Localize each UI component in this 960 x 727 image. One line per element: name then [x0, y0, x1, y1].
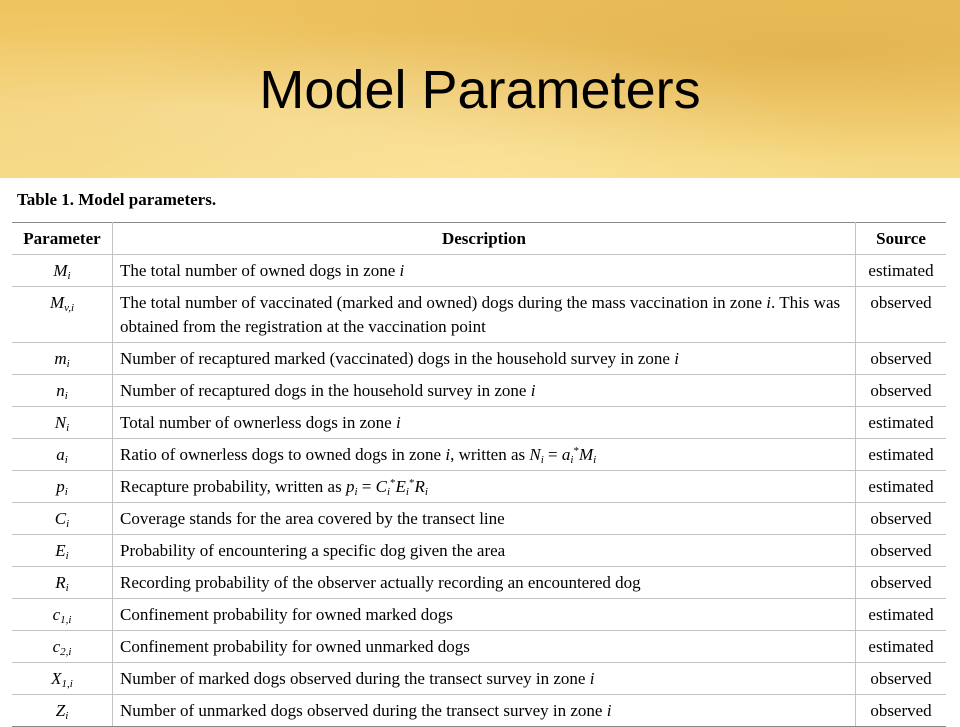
table-row: [12, 567, 946, 599]
table-row: [12, 439, 946, 471]
parameter-symbol: $X_{1,i}$: [12, 663, 113, 695]
header-source: Source: [856, 223, 947, 255]
table-row: [12, 695, 946, 727]
parameter-symbol: $m_i$: [12, 343, 113, 375]
table-row: [12, 599, 946, 631]
parameter-description: Total number of ownerless dogs in zone i: [113, 407, 856, 439]
parameter-symbol: $M_i$: [12, 255, 113, 287]
table-row: [12, 535, 946, 567]
parameter-symbol: $Z_i$: [12, 695, 113, 727]
parameter-symbol: $p_i$: [12, 471, 113, 503]
parameter-source: observed: [856, 287, 947, 343]
parameter-description: Number of recaptured marked (vaccinated) dogs in the household survey in zone i: [113, 343, 856, 375]
parameter-description: Confinement probability for owned marked dogs: [113, 599, 856, 631]
parameter-source: observed: [856, 663, 947, 695]
slide-title: Model Parameters: [259, 60, 701, 120]
table-header-row: [12, 223, 946, 255]
parameter-source: estimated: [856, 631, 947, 663]
slide-header: [0, 0, 960, 178]
parameter-source: estimated: [856, 255, 947, 287]
parameter-description: Number of marked dogs observed during the transect survey in zone i: [113, 663, 856, 695]
parameter-symbol: $C_i$: [12, 503, 113, 535]
table-row: [12, 663, 946, 695]
parameter-source: observed: [856, 375, 947, 407]
table-row: [12, 287, 946, 343]
table-row: [12, 375, 946, 407]
parameter-description: Confinement probability for owned unmarked dogs: [113, 631, 856, 663]
parameter-description: Number of unmarked dogs observed during the transect survey in zone i: [113, 695, 856, 727]
parameter-description: Probability of encountering a specific dog given the area: [113, 535, 856, 567]
parameter-description: Coverage stands for the area covered by the transect line: [113, 503, 856, 535]
parameter-description: Recording probability of the observer actually recording an encountered dog: [113, 567, 856, 599]
parameter-source: estimated: [856, 407, 947, 439]
parameter-source: estimated: [856, 471, 947, 503]
parameter-description: Ratio of ownerless dogs to owned dogs in zone i, written as $N_i = a_i^*M_i$: [113, 439, 856, 471]
parameter-symbol: $E_i$: [12, 535, 113, 567]
parameter-symbol: $c_{2,i}$: [12, 631, 113, 663]
parameter-source: observed: [856, 503, 947, 535]
parameter-source: observed: [856, 343, 947, 375]
parameter-symbol: $N_i$: [12, 407, 113, 439]
parameter-symbol: $c_{1,i}$: [12, 599, 113, 631]
table-row: [12, 471, 946, 503]
parameter-symbol: $M_{v,i}$: [12, 287, 113, 343]
table-row: [12, 631, 946, 663]
parameter-description: Number of recaptured dogs in the household survey in zone i: [113, 375, 856, 407]
parameter-source: estimated: [856, 599, 947, 631]
header-parameter: Parameter: [12, 223, 113, 255]
table-caption: Table 1. Model parameters.: [17, 190, 217, 209]
parameter-source: observed: [856, 695, 947, 727]
parameter-source: estimated: [856, 439, 947, 471]
parameter-description: The total number of vaccinated (marked and owned) dogs during the mass vaccination in zone i. This was obtained from the registration at the vaccination point: [113, 287, 856, 343]
table-row: [12, 343, 946, 375]
parameter-symbol: $n_i$: [12, 375, 113, 407]
parameter-symbol: $R_i$: [12, 567, 113, 599]
parameters-table: [12, 222, 946, 727]
table-row: [12, 407, 946, 439]
parameter-source: observed: [856, 535, 947, 567]
header-description: Description: [113, 223, 856, 255]
parameter-source: observed: [856, 567, 947, 599]
parameter-symbol: $a_i$: [12, 439, 113, 471]
parameter-description: Recapture probability, written as $p_i = C_i^*E_i^*R_i$: [113, 471, 856, 503]
parameter-description: The total number of owned dogs in zone i: [113, 255, 856, 287]
table-row: [12, 255, 946, 287]
table-row: [12, 503, 946, 535]
